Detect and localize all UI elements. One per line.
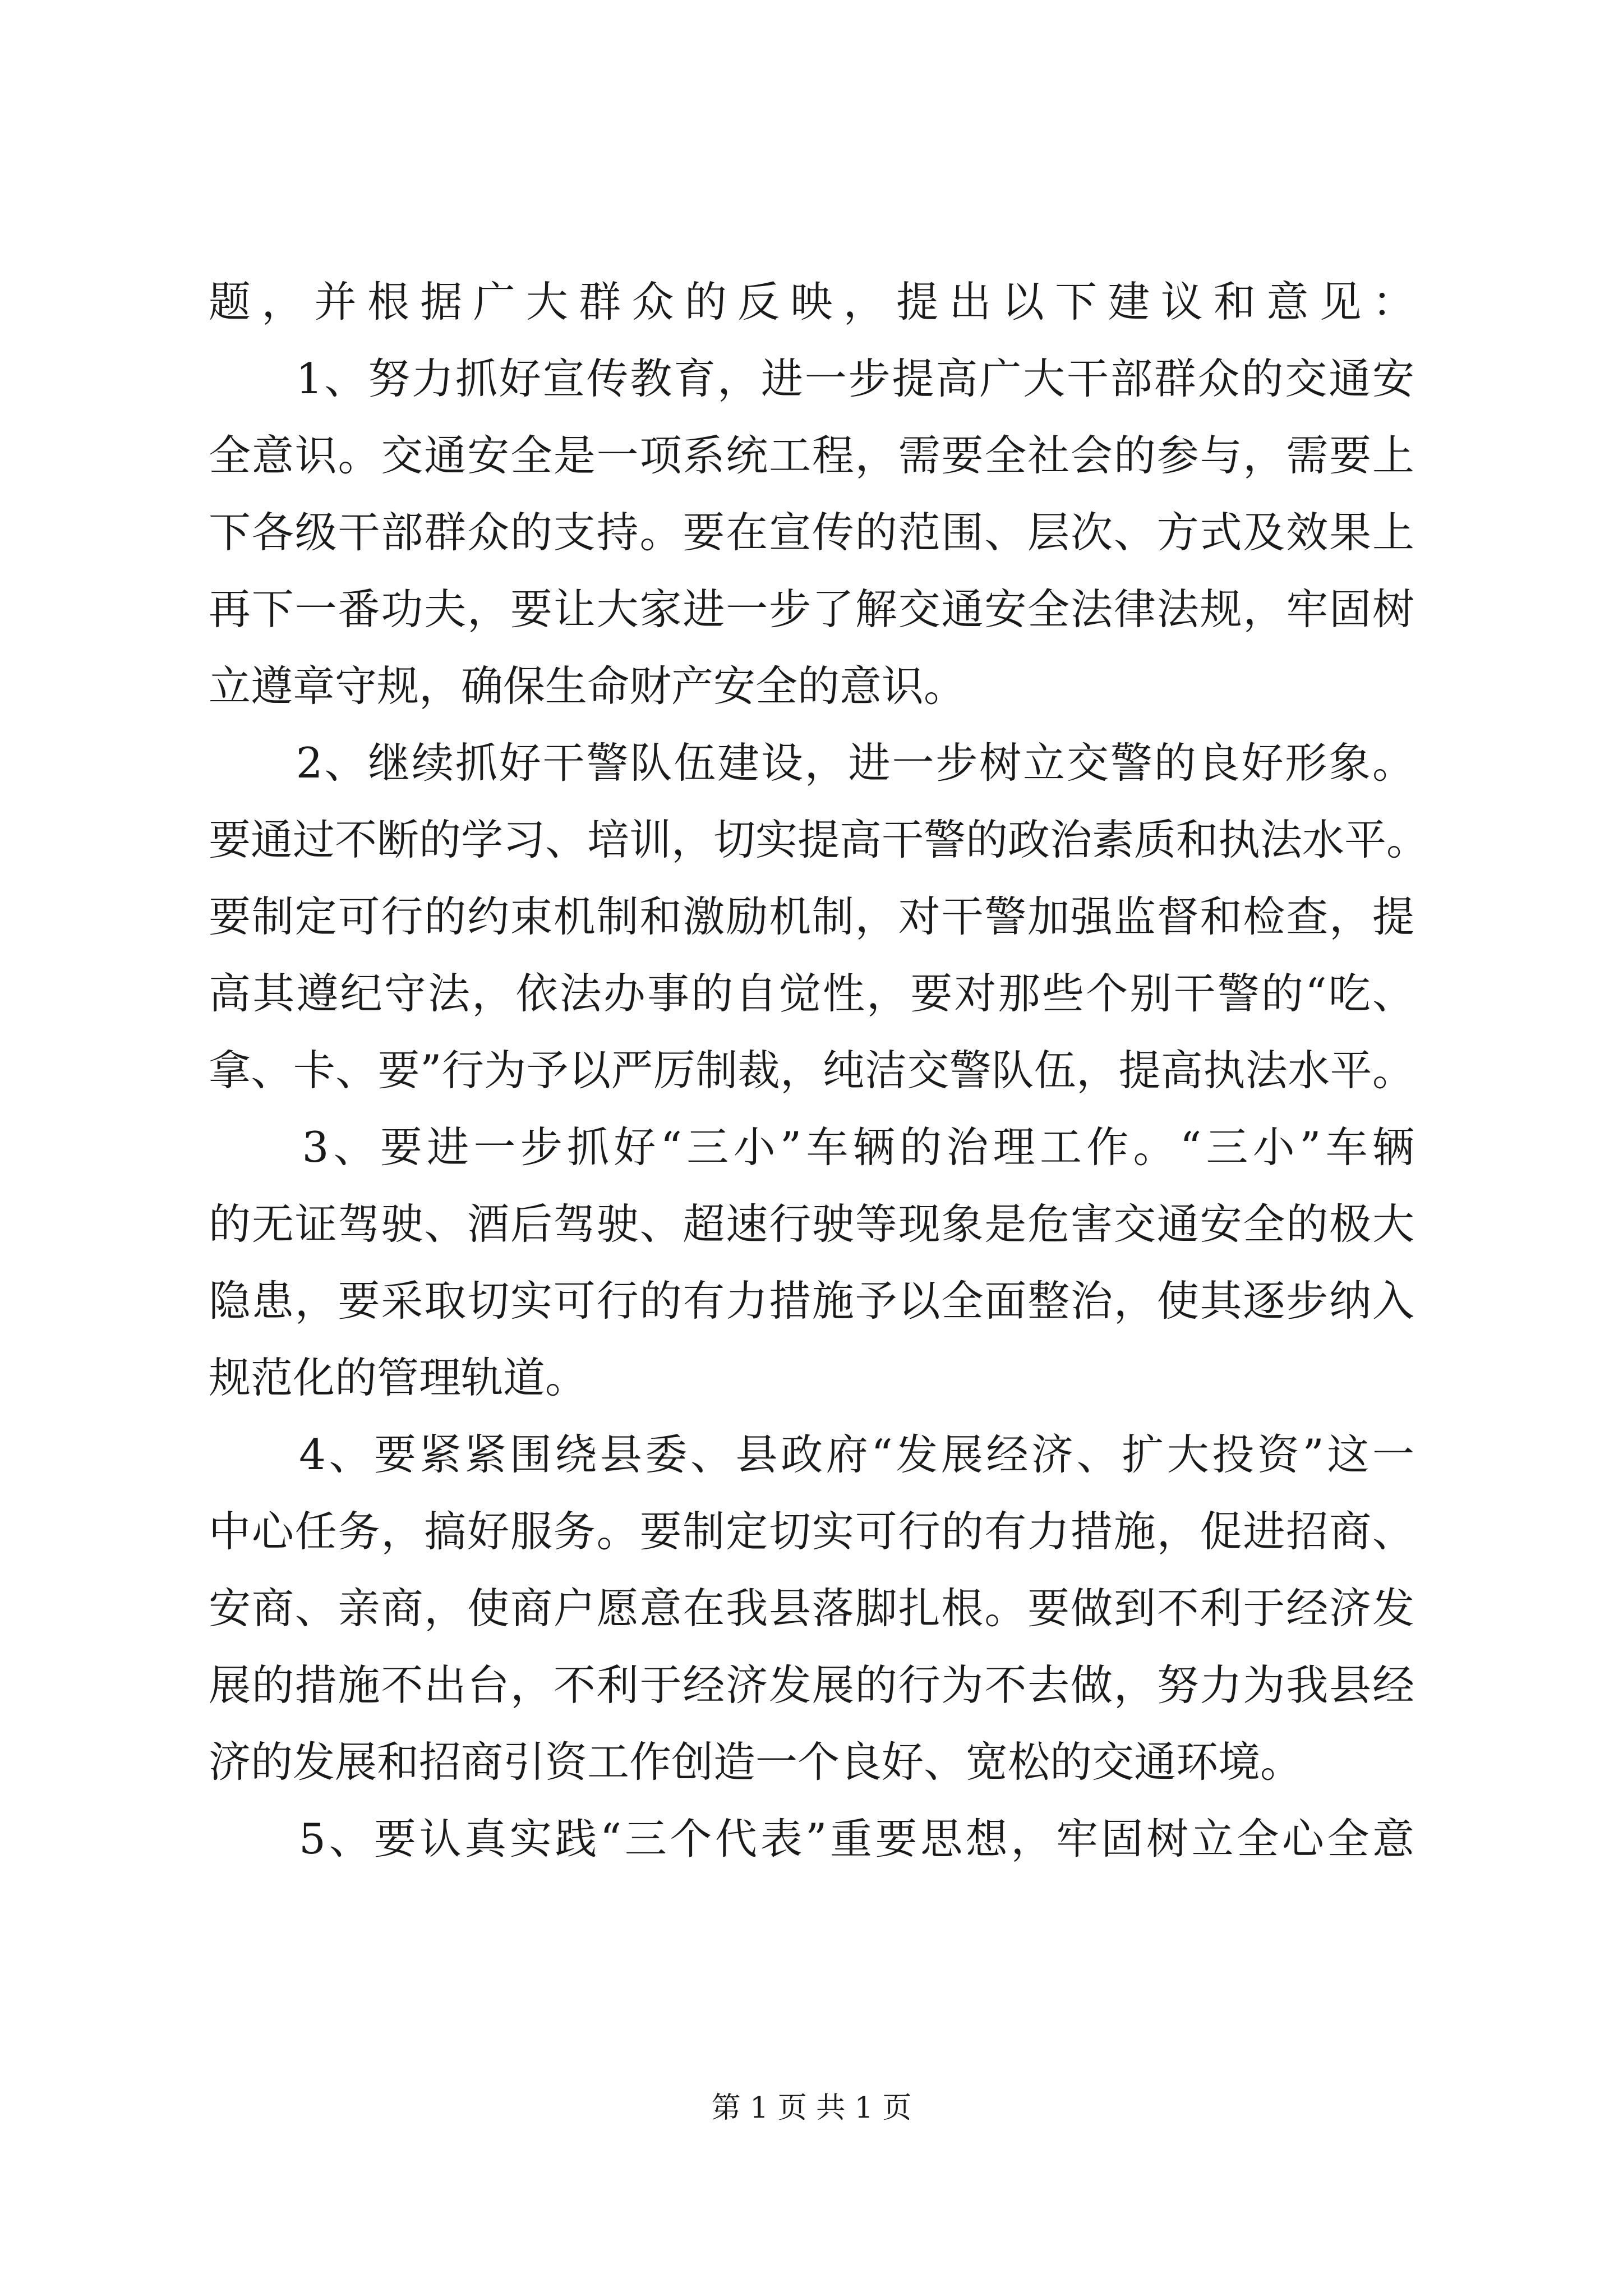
page-footer: 第 1 页 共 1 页 <box>711 2091 912 2125</box>
text-line: 2、继续抓好干警队伍建设，进一步树立交警的良好形象。 <box>209 738 1414 788</box>
body-text <box>209 264 1429 1878</box>
text-line: 的无证驾驶、酒后驾驶、超速行驶等现象是危害交通安全的极大 <box>209 1199 1414 1249</box>
text-line: 隐患，要采取切实可行的有力措施予以全面整治，使其逐步纳入 <box>209 1276 1414 1326</box>
text-line: 3、要进一步抓好“三小”车辆的治理工作。“三小”车辆 <box>209 1122 1414 1172</box>
text-line: 展的措施不出台，不利于经济发展的行为不去做，努力为我县经 <box>209 1660 1414 1710</box>
text-line: 1、努力抓好宣传教育，进一步提高广大干部群众的交通安 <box>209 354 1414 403</box>
text-line: 全意识。交通安全是一项系统工程，需要全社会的参与，需要上 <box>209 431 1414 480</box>
text-line: 4、要紧紧围绕县委、县政府“发展经济、扩大投资”这一 <box>209 1430 1414 1479</box>
text-line: 立遵章守规，确保生命财产安全的意识。 <box>209 661 966 711</box>
text-line: 题，并根据广大群众的反映，提出以下建议和意见： <box>209 277 1414 326</box>
text-line: 高其遵纪守法，依法办事的自觉性，要对那些个别干警的“吃、 <box>209 969 1414 1018</box>
text-line: 中心任务，搞好服务。要制定切实可行的有力措施，促进招商、 <box>209 1507 1414 1556</box>
text-line: 下各级干部群众的支持。要在宣传的范围、层次、方式及效果上 <box>209 508 1414 557</box>
text-line: 拿、卡、要”行为予以严厉制裁，纯洁交警队伍，提高执法水平。 <box>209 1046 1414 1095</box>
text-line: 要通过不断的学习、培训，切实提高干警的政治素质和执法水平。 <box>209 815 1429 864</box>
text-line: 要制定可行的约束机制和激励机制，对干警加强监督和检查，提 <box>209 892 1414 941</box>
text-line: 济的发展和招商引资工作创造一个良好、宽松的交通环境。 <box>209 1737 1303 1787</box>
text-line: 规范化的管理轨道。 <box>209 1353 588 1402</box>
text-line: 5、要认真实践“三个代表”重要思想，牢固树立全心全意 <box>209 1814 1414 1864</box>
text-line: 安商、亲商，使商户愿意在我县落脚扎根。要做到不利于经济发 <box>209 1584 1414 1633</box>
text-line: 再下一番功夫，要让大家进一步了解交通安全法律法规，牢固树 <box>209 585 1414 634</box>
